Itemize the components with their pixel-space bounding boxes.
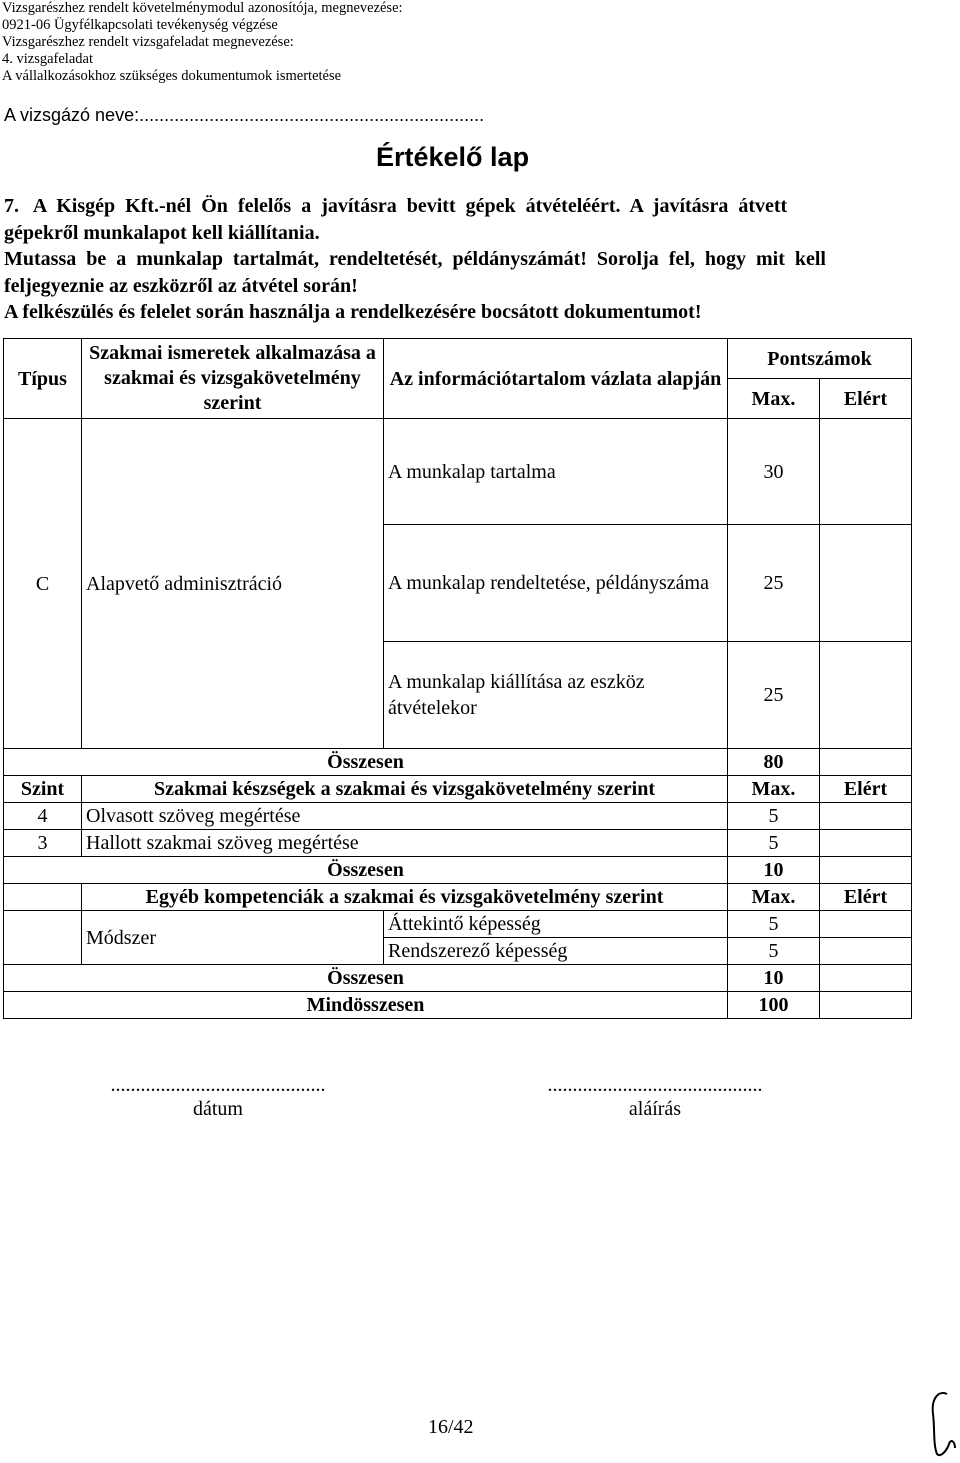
- header-line: 0921-06 Ügyfélkapcsolati tevékenység végzése: [2, 17, 278, 33]
- task-line: feljegyeznie az eszközről az átvétel során!: [4, 274, 358, 297]
- achieved-cell[interactable]: [820, 419, 912, 525]
- table-row: [4, 911, 912, 938]
- total-max: 100: [728, 992, 820, 1019]
- header-max: Max.: [728, 884, 820, 911]
- examinee-name-line: A vizsgázó neve:.....................................................................: [4, 105, 485, 125]
- achieved-cell[interactable]: [820, 965, 912, 992]
- subtotal-max: 10: [728, 857, 820, 884]
- criterion-max: 25: [728, 525, 820, 642]
- achieved-cell[interactable]: [820, 992, 912, 1019]
- achieved-cell[interactable]: [820, 857, 912, 884]
- header-max: Max.: [728, 379, 820, 419]
- subtotal-label: Összesen: [4, 965, 728, 992]
- header-points: Pontszámok: [728, 339, 912, 379]
- header-line: 4. vizsgafeladat: [2, 51, 93, 67]
- document-header: [2, 0, 403, 85]
- table-row: [4, 776, 912, 803]
- table-row: [4, 803, 912, 830]
- achieved-cell[interactable]: [820, 803, 912, 830]
- competency-text: Áttekintő képesség: [384, 911, 728, 938]
- empty-cell: [4, 884, 82, 911]
- date-signature-block: [88, 1073, 348, 1121]
- total-label: Mindösszesen: [4, 992, 728, 1019]
- method-cell: Módszer: [82, 911, 384, 965]
- achieved-cell[interactable]: [820, 938, 912, 965]
- table-row: [4, 339, 912, 379]
- achieved-cell[interactable]: [820, 525, 912, 642]
- subtotal-label: Összesen: [4, 749, 728, 776]
- skill-level: 4: [4, 803, 82, 830]
- header-skills: Szakmai készségek a szakmai és vizsgakövetelmény szerint: [82, 776, 728, 803]
- competency-max: 5: [728, 938, 820, 965]
- task-description: [4, 193, 904, 326]
- header-max: Max.: [728, 776, 820, 803]
- date-label: dátum: [193, 1098, 243, 1120]
- empty-cell: [4, 911, 82, 965]
- table-row: [4, 749, 912, 776]
- table-row: [4, 857, 912, 884]
- achieved-cell[interactable]: [820, 830, 912, 857]
- signature-label: aláírás: [628, 1098, 682, 1120]
- table-row: [4, 965, 912, 992]
- header-level: Szint: [4, 776, 82, 803]
- header-professional-knowledge: Szakmai ismeretek alkalmazása a szakmai és vizsgakövetelmény szerint: [82, 339, 384, 419]
- achieved-cell[interactable]: [820, 749, 912, 776]
- competency-text: Rendszerező képesség: [384, 938, 728, 965]
- area-cell: Alapvető adminisztráció: [82, 419, 384, 749]
- header-line: Vizsgarészhez rendelt követelménymodul azonosítója, megnevezése:: [2, 0, 403, 16]
- signature-dots: ...........................................: [547, 1074, 763, 1096]
- skill-max: 5: [728, 830, 820, 857]
- skill-max: 5: [728, 803, 820, 830]
- subtotal-max: 10: [728, 965, 820, 992]
- criterion-max: 30: [728, 419, 820, 525]
- page-title: Értékelő lap: [376, 142, 530, 172]
- criterion-max: 25: [728, 642, 820, 749]
- header-achieved: Elért: [820, 884, 912, 911]
- task-line: 7. A Kisgép Kft.-nél Ön felelős a javításra bevitt gépek átvételéért. A javításra átvett: [4, 195, 788, 217]
- header-achieved: Elért: [820, 776, 912, 803]
- header-information-content: Az információtartalom vázlata alapján: [384, 339, 728, 419]
- task-line: A felkészülés és felelet során használja a rendelkezésére bocsátott dokumentumot!: [4, 301, 702, 323]
- skill-text: Olvasott szöveg megértése: [82, 803, 728, 830]
- criterion-text: A munkalap rendeltetése, példányszáma: [384, 525, 728, 642]
- achieved-cell[interactable]: [820, 911, 912, 938]
- skill-text: Hallott szakmai szöveg megértése: [82, 830, 728, 857]
- handwritten-mark-icon: [925, 1388, 959, 1458]
- table-row: [4, 884, 912, 911]
- header-line: Vizsgarészhez rendelt vizsgafeladat megnevezése:: [2, 34, 294, 50]
- criterion-text: A munkalap tartalma: [384, 419, 728, 525]
- table-row: [4, 419, 912, 525]
- subtotal-max: 80: [728, 749, 820, 776]
- subtotal-label: Összesen: [4, 857, 728, 884]
- header-type: Típus: [4, 339, 82, 419]
- signature-block: [525, 1073, 785, 1121]
- date-dots: ...........................................: [110, 1074, 326, 1096]
- task-line: Mutassa be a munkalap tartalmát, rendeltetését, példányszámát! Sorolja fel, hogy mit kell: [4, 248, 826, 270]
- page-number: 16/42: [428, 1416, 474, 1438]
- achieved-cell[interactable]: [820, 642, 912, 749]
- header-competencies: Egyéb kompetenciák a szakmai és vizsgakövetelmény szerint: [82, 884, 728, 911]
- competency-max: 5: [728, 911, 820, 938]
- criterion-text: A munkalap kiállítása az eszköz átvételekor: [384, 642, 728, 749]
- type-cell: C: [4, 419, 82, 749]
- header-line: A vállalkozásokhoz szükséges dokumentumok ismertetése: [2, 68, 342, 84]
- evaluation-table: [3, 338, 912, 1019]
- table-row: [4, 830, 912, 857]
- header-achieved: Elért: [820, 379, 912, 419]
- table-row: [4, 992, 912, 1019]
- skill-level: 3: [4, 830, 82, 857]
- task-line: gépekről munkalapot kell kiállítania.: [4, 221, 320, 244]
